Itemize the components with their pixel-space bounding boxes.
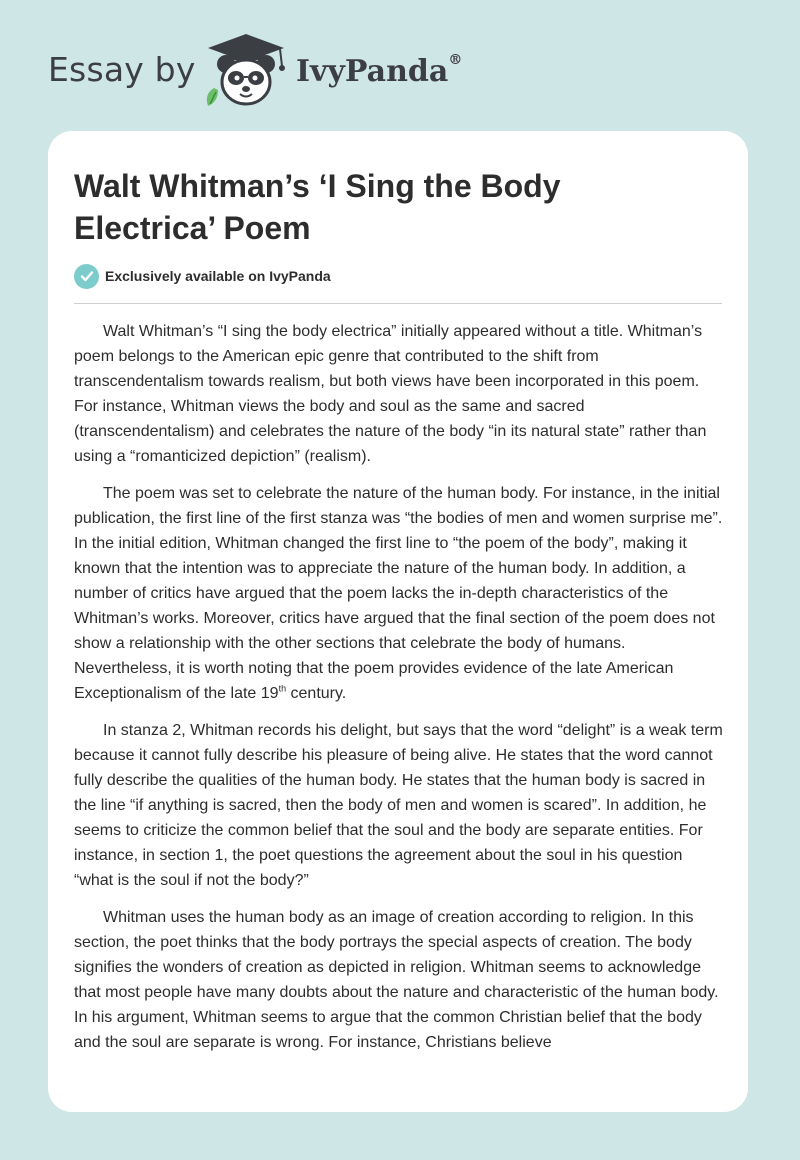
essay-by-label: Essay by <box>48 50 196 89</box>
paragraph: The poem was set to celebrate the nature of the human body. For instance, in the initial publication, the first line of the first stanza was “the bodies of men and women surprise me”. In the initial edition, Whitman changed the first line to “the poem of the body”, making it known that the intention was to appreciate the nature of the human body. In addition, a number of critics have argued that the poem lacks the in-depth characteristics of the Whitman’s works. Moreover, critics have argued that the final section of the poem does not show a relationship with the other sections that celebrate the body of humans. Nevertheless, it is worth noting that the poem provides evidence of the late American Exceptionalism of the late 19th century. <box>74 485 723 702</box>
paragraph: Walt Whitman’s “I sing the body electrica” initially appeared without a title. Whitman’s poem belongs to the American epic genre that contributed to the shift from transcendentalism towards realism, but both views have been incorporated in this poem. For instance, Whitman views the body and soul as the same and sacred (transcendentalism) and celebrates the nature of the body “in its natural state” rather than using a “romanticized depiction” (realism). <box>74 323 707 465</box>
article-title: Walt Whitman’s ‘I Sing the Body Electrica’ Poem <box>74 168 561 246</box>
exclusive-badge <box>74 263 331 289</box>
paragraph: Whitman uses the human body as an image of creation according to religion. In this section, the poet thinks that the body portrays the special aspects of creation. The body signifies the wonders of creation as depicted in religion. Whitman seems to acknowledge that most people have many doubts about the nature and characteristic of the human body. In his argument, Whitman seems to argue that the common Christian belief that the body and the soul are separate is wrong. For instance, Christians believe <box>74 909 719 1051</box>
check-icon <box>74 264 99 289</box>
exclusive-badge-label: Exclusively available on IvyPanda <box>105 268 331 284</box>
panda-mascot-icon <box>200 32 292 112</box>
divider <box>74 303 722 304</box>
paragraph: In stanza 2, Whitman records his delight, but says that the word “delight” is a weak term because it cannot fully describe his pleasure of being alive. He states that the word cannot fully describe the qualities of the human body. He states that the human body is sacred in the line “if anything is sacred, then the body of men and women is scared”. In addition, he seems to criticize the common belief that the soul and the body are separate entities. For instance, in section 1, the poet questions the agreement about the soul in his question “what is the soul if not the body?” <box>74 722 723 889</box>
article-card <box>48 131 748 1112</box>
brand-name: IvyPanda® <box>296 52 463 89</box>
site-header <box>48 30 548 110</box>
article-body <box>74 319 724 1067</box>
